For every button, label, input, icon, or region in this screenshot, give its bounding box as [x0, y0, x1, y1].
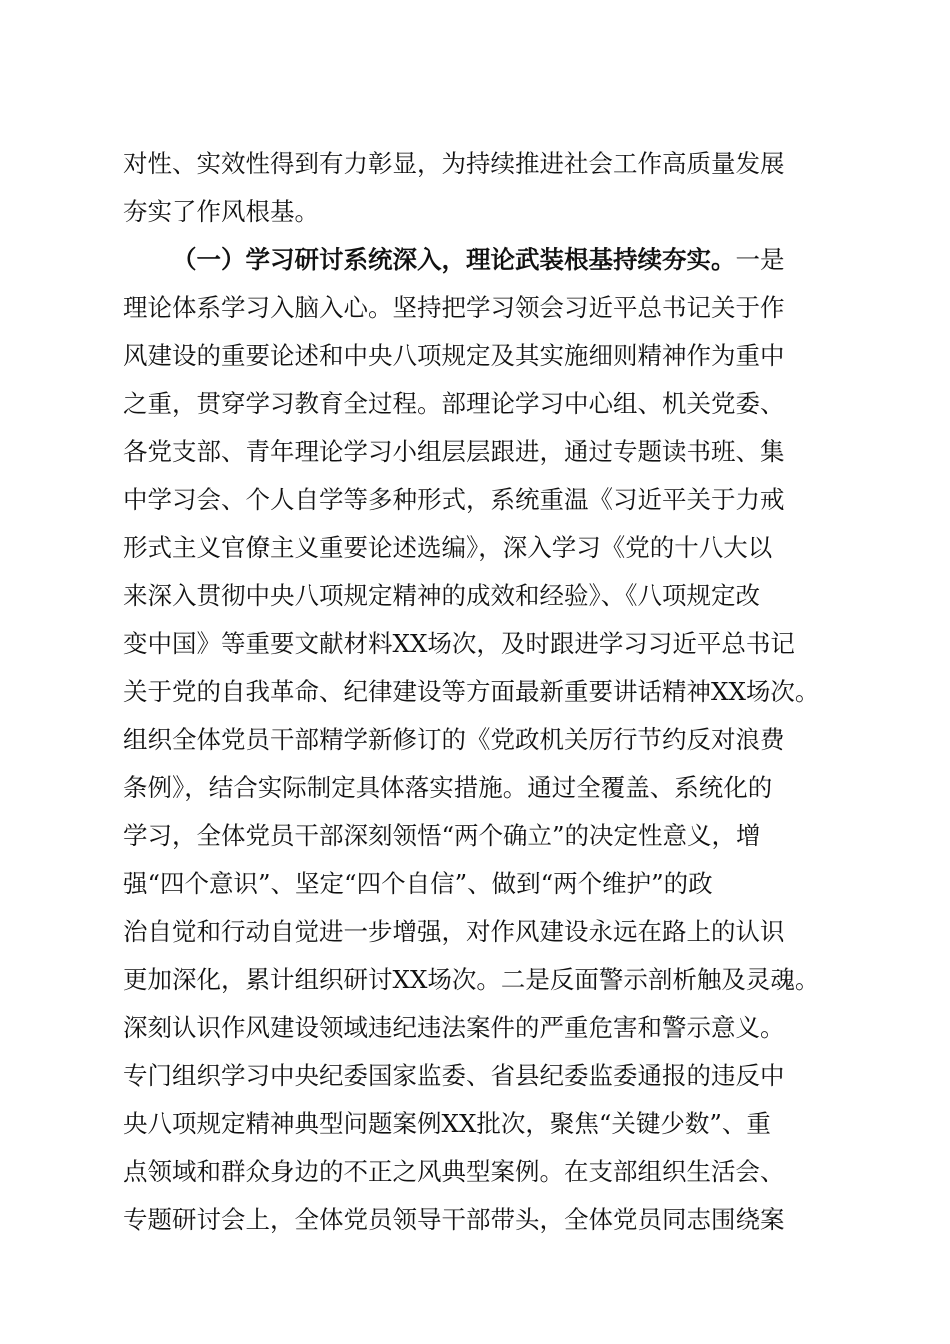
- text-line-14: 条例》，结合实际制定具体落实措施。通过全覆盖、系统化的: [123, 773, 773, 802]
- text-line-8: 中学习会、个人自学等多种形式，系统重温《习近平关于力戒: [123, 485, 785, 514]
- text-line-13: 组织全体党员干部精学新修订的《党政机关厉行节约反对浪费: [123, 725, 785, 754]
- text-line-23: 专题研讨会上，全体党员领导干部带头，全体党员同志围绕案: [123, 1205, 785, 1234]
- text-line-21: 央八项规定精神典型问题案例XX批次，聚焦“关键少数”、重: [123, 1109, 771, 1138]
- text-line-5: 风建设的重要论述和中央八项规定及其实施细则精神作为重中: [123, 341, 785, 370]
- text-line-17: 治自觉和行动自觉进一步增强，对作风建设永远在路上的认识: [123, 917, 785, 946]
- text-line-16: 强“四个意识”、坚定“四个自信”、做到“两个维护”的政: [123, 869, 713, 898]
- text-line-10: 来深入贯彻中央八项规定精神的成效和经验》、《八项规定改: [123, 581, 760, 610]
- text-line-20: 专门组织学习中央纪委国家监委、省县纪委监委通报的违反中: [123, 1061, 785, 1090]
- text-line-7: 各党支部、青年理论学习小组层层跟进，通过专题读书班、集: [123, 437, 785, 466]
- section-lead: 一是: [735, 245, 785, 274]
- text-line-12: 关于党的自我革命、纪律建设等方面最新重要讲话精神XX场次。: [123, 677, 820, 706]
- section-heading: （一）学习研讨系统深入，理论武装根基持续夯实。: [172, 245, 736, 274]
- text-line-19: 深刻认识作风建设领域违纪违法案件的严重危害和警示意义。: [123, 1013, 785, 1042]
- text-line-22: 点领域和群众身边的不正之风典型案例。在支部组织生活会、: [123, 1157, 785, 1186]
- text-line-18: 更加深化，累计组织研讨XX场次。二是反面警示剖析触及灵魂。: [123, 965, 820, 994]
- text-line-15: 学习，全体党员干部深刻领悟“两个确立”的决定性意义，增: [123, 821, 761, 850]
- text-line-3: [172, 240, 835, 280]
- text-line-4: 理论体系学习入脑入心。坚持把学习领会习近平总书记关于作: [123, 293, 785, 322]
- text-line-6: 之重，贯穿学习教育全过程。部理论学习中心组、机关党委、: [123, 389, 785, 418]
- text-line-1: 对性、实效性得到有力彰显，为持续推进社会工作高质量发展: [123, 149, 785, 178]
- text-line-11: 变中国》等重要文献材料XX场次，及时跟进学习习近平总书记: [123, 629, 795, 658]
- text-line-2: 夯实了作风根基。: [123, 197, 319, 226]
- text-line-9: 形式主义官僚主义重要论述选编》，深入学习《党的十八大以: [123, 533, 773, 562]
